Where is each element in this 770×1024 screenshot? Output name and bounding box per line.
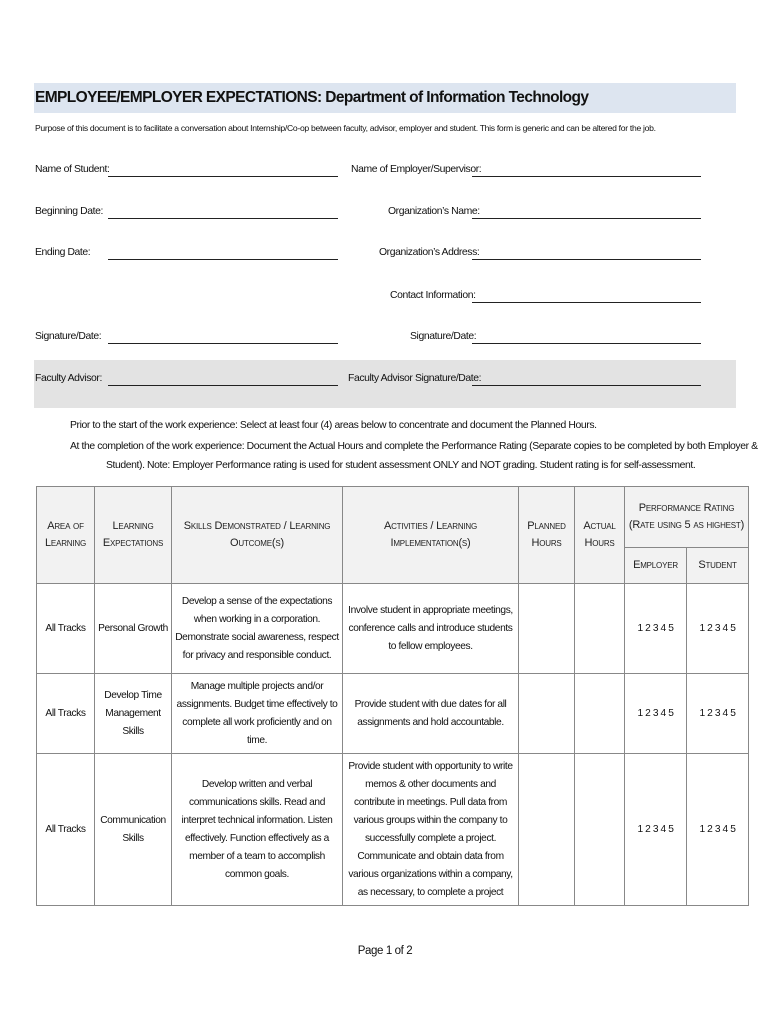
planned-hours-cell[interactable] bbox=[519, 584, 575, 674]
header-employer: Employer bbox=[625, 548, 687, 584]
instruction-line-3: Student). Note: Employer Performance rating is used for student assessment ONLY and NOT grading. Student rating is for self-assessment. bbox=[106, 460, 696, 471]
table-row bbox=[37, 584, 749, 674]
faculty-advisor-signature-label: Faculty Advisor Signature/Date: bbox=[348, 373, 482, 384]
employer-signature-input[interactable] bbox=[472, 343, 701, 344]
contact-info-input[interactable] bbox=[472, 302, 701, 303]
student-signature-input[interactable] bbox=[108, 343, 338, 344]
employer-rating[interactable]: 1 2 3 4 5 bbox=[625, 674, 687, 754]
planned-hours-cell[interactable] bbox=[519, 754, 575, 906]
header-expectations: Learning Expectations bbox=[95, 487, 172, 584]
actual-hours-cell[interactable] bbox=[575, 754, 625, 906]
actual-hours-cell[interactable] bbox=[575, 584, 625, 674]
signature-date-left-label: Signature/Date: bbox=[35, 331, 102, 342]
ending-date-input[interactable] bbox=[108, 259, 338, 260]
page-number: Page 1 of 2 bbox=[357, 945, 413, 957]
employer-rating[interactable]: 1 2 3 4 5 bbox=[625, 584, 687, 674]
ending-date-label: Ending Date: bbox=[35, 247, 91, 258]
header-actual-hours: Actual Hours bbox=[575, 487, 625, 584]
expectation-cell: Personal Growth bbox=[95, 584, 172, 674]
instruction-line-1: Prior to the start of the work experience: Select at least four (4) areas below to concentrate and document the Planned Hours. bbox=[70, 420, 597, 431]
actual-hours-cell[interactable] bbox=[575, 674, 625, 754]
planned-hours-cell[interactable] bbox=[519, 674, 575, 754]
org-address-input[interactable] bbox=[472, 259, 701, 260]
table-row bbox=[37, 754, 749, 906]
student-rating[interactable]: 1 2 3 4 5 bbox=[687, 674, 749, 754]
expectation-cell: Communication Skills bbox=[95, 754, 172, 906]
beginning-date-input[interactable] bbox=[108, 218, 338, 219]
name-of-student-label: Name of Student: bbox=[35, 164, 110, 175]
header-student: Student bbox=[687, 548, 749, 584]
table-row bbox=[37, 674, 749, 754]
header-planned-hours: Planned Hours bbox=[519, 487, 575, 584]
area-cell: All Tracks bbox=[37, 584, 95, 674]
name-of-student-input[interactable] bbox=[108, 176, 338, 177]
skills-cell: Develop a sense of the expectations when working in a corporation. Demonstrate social awareness, respect for privacy and responsible conduct. bbox=[172, 584, 343, 674]
org-name-label: Organization’s Name: bbox=[388, 206, 480, 217]
header-area: Area of Learning bbox=[37, 487, 95, 584]
activities-cell: Involve student in appropriate meetings, conference calls and introduce students to fellow employees. bbox=[343, 584, 519, 674]
beginning-date-label: Beginning Date: bbox=[35, 206, 103, 217]
name-of-employer-label: Name of Employer/Supervisor: bbox=[351, 164, 482, 175]
document-title: EMPLOYEE/EMPLOYER EXPECTATIONS: Department of Information Technology bbox=[35, 89, 589, 106]
faculty-advisor-signature-input[interactable] bbox=[472, 385, 701, 386]
area-cell: All Tracks bbox=[37, 754, 95, 906]
area-cell: All Tracks bbox=[37, 674, 95, 754]
faculty-advisor-input[interactable] bbox=[108, 385, 338, 386]
activities-cell: Provide student with due dates for all assignments and hold accountable. bbox=[343, 674, 519, 754]
expectations-table bbox=[36, 486, 749, 906]
expectation-cell: Develop Time Management Skills bbox=[95, 674, 172, 754]
header-skills: Skills Demonstrated / Learning Outcome(s) bbox=[172, 487, 343, 584]
instruction-line-2: At the completion of the work experience: Document the Actual Hours and complete the Performance Rating (Separate copies to be completed by both Employer & bbox=[70, 441, 758, 452]
faculty-advisor-label: Faculty Advisor: bbox=[35, 373, 102, 384]
org-name-input[interactable] bbox=[472, 218, 701, 219]
header-performance-rating: Performance Rating (Rate using 5 as highest) bbox=[625, 487, 749, 548]
student-rating[interactable]: 1 2 3 4 5 bbox=[687, 754, 749, 906]
skills-cell: Develop written and verbal communications skills. Read and interpret technical information. Listen effectively. Function effectively as a member of a team to accomplish common goals. bbox=[172, 754, 343, 906]
name-of-employer-input[interactable] bbox=[472, 176, 701, 177]
signature-date-right-label: Signature/Date: bbox=[410, 331, 477, 342]
employer-rating[interactable]: 1 2 3 4 5 bbox=[625, 754, 687, 906]
student-rating[interactable]: 1 2 3 4 5 bbox=[687, 584, 749, 674]
header-activities: Activities / Learning Implementation(s) bbox=[343, 487, 519, 584]
org-address-label: Organization’s Address: bbox=[379, 247, 480, 258]
purpose-text: Purpose of this document is to facilitate a conversation about Internship/Co-op between faculty, advisor, employer and student. This form is generic and can be altered for the job. bbox=[35, 123, 656, 133]
faculty-advisor-block bbox=[34, 360, 736, 408]
contact-info-label: Contact Information: bbox=[390, 290, 476, 301]
skills-cell: Manage multiple projects and/or assignments. Budget time effectively to complete all work proficiently and on time. bbox=[172, 674, 343, 754]
activities-cell: Provide student with opportunity to write memos & other documents and contribute in meetings. Pull data from various groups within the company to successfully complete a project. Communicate and obtain data from various organizations within a company, as necessary, to complete a project bbox=[343, 754, 519, 906]
